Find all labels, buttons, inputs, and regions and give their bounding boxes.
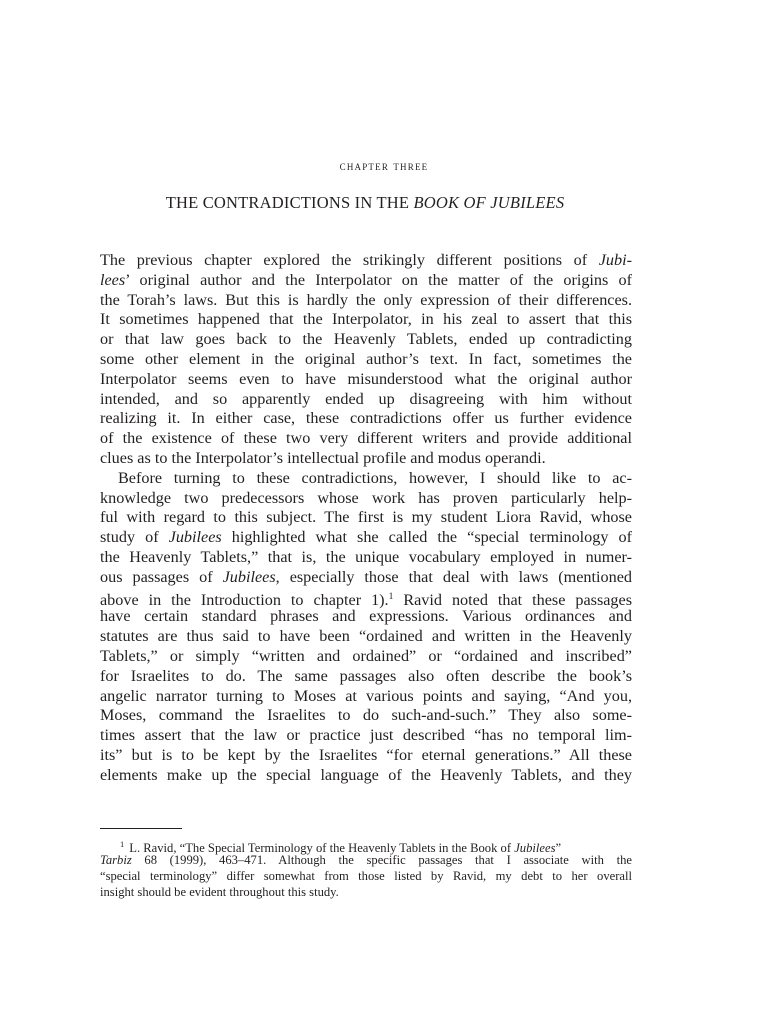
text-line: [100, 647, 632, 667]
text-run: study of: [100, 528, 169, 547]
chapter-title-italic: BOOK OF JUBILEES: [413, 193, 565, 212]
text-run: Ravid noted that these passages: [393, 590, 633, 609]
text-run: of the existence of these two very different writers and provide additional: [100, 429, 632, 448]
chapter-title: [0, 193, 730, 213]
text-run: realizing it. In either case, these contradictions offer us further evidence: [100, 409, 632, 428]
footnote-line: [100, 836, 632, 855]
text-run: times assert that the law or practice just described “has no temporal lim-: [100, 726, 632, 745]
text-line: [100, 310, 632, 330]
text-run: highlighted what she called the “special terminology of: [221, 528, 632, 547]
footnote-number: 1: [120, 839, 125, 849]
text-run: ”: [555, 841, 562, 855]
italic-run: Jubilees: [514, 841, 556, 855]
text-line: [100, 489, 632, 509]
text-run: , especially those that deal with laws (mentioned: [275, 567, 632, 586]
italic-run: Tarbiz: [100, 853, 132, 867]
text-line: [100, 330, 632, 350]
text-run: the Torah’s laws. But this is hardly the only expression of their differences.: [100, 290, 632, 309]
italic-run: Jubilees: [168, 528, 222, 547]
text-line: [100, 508, 632, 528]
text-line: [100, 350, 632, 370]
text-line: [100, 687, 632, 707]
text-run: Interpolator seems even to have misunderstood what the original author: [100, 369, 632, 388]
text-line: [100, 409, 632, 429]
text-run: its” but is to be kept by the Israelites “for eternal generations.” All these: [100, 745, 632, 764]
text-line: [100, 548, 632, 568]
italic-run: lees: [100, 270, 126, 289]
text-line: [100, 766, 632, 786]
text-line: [100, 251, 632, 271]
text-line: [100, 706, 632, 726]
text-run: L. Ravid, “The Special Terminology of the Heavenly Tablets in the Book of: [129, 841, 515, 855]
text-line: [100, 469, 632, 489]
text-run: above in the Introduction to chapter 1).: [100, 590, 389, 609]
italic-run: Jubilees: [222, 567, 276, 586]
chapter-title-prefix: THE CONTRADICTIONS IN THE: [165, 193, 414, 212]
text-run: ous passages of: [100, 567, 223, 586]
text-line: [100, 627, 632, 647]
text-run: ’ original author and the Interpolator on the matter of the origins of: [125, 270, 632, 289]
text-line: [100, 429, 632, 449]
footnote-rule: [100, 828, 182, 829]
text-run: some other element in the original author’s text. In fact, sometimes the: [100, 349, 632, 368]
text-run: Before turning to these contradictions, however, I should like to ac-: [118, 468, 632, 487]
footnote-line: [100, 884, 632, 900]
text-run: Moses, command the Israelites to do such-and-such.” They also some-: [100, 706, 632, 725]
text-line: [100, 370, 632, 390]
body-text: [100, 251, 632, 786]
chapter-label: chapter three: [339, 159, 429, 173]
text-line: [100, 607, 632, 627]
text-line: [100, 449, 632, 469]
text-line: [100, 271, 632, 291]
footnote-marker: 1: [388, 591, 394, 602]
text-run: angelic narrator turning to Moses at various points and saying, “And you,: [100, 686, 632, 705]
footnote-line: [100, 868, 632, 884]
text-run: insight should be evident throughout this study.: [100, 885, 339, 899]
text-run: Tablets,” or simply “written and ordained” or “ordained and inscribed”: [100, 646, 632, 665]
text-run: elements make up the special language of the Heavenly Tablets, and they: [100, 765, 632, 784]
text-run: The previous chapter explored the strikingly different positions of: [100, 251, 599, 269]
text-run: 68 (1999), 463–471. Although the specific passages that I associate with the: [131, 853, 632, 867]
text-line: [100, 291, 632, 311]
text-line: [100, 726, 632, 746]
text-run: statutes are thus said to have been “ordained and written in the Heavenly: [100, 627, 632, 646]
text-run: for Israelites to do. The same passages also often describe the book’s: [100, 666, 632, 685]
footnote: [100, 836, 632, 900]
text-line: [100, 568, 632, 588]
text-line: [100, 588, 632, 608]
text-run: It sometimes happened that the Interpolator, in his zeal to assert that this: [100, 310, 632, 329]
text-line: [100, 528, 632, 548]
text-run: knowledge two predecessors whose work has proven particularly help-: [100, 488, 632, 507]
text-line: [100, 746, 632, 766]
italic-run: Jubi-: [598, 251, 632, 269]
footnote-line: [100, 852, 632, 868]
text-run: ful with regard to this subject. The first is my student Liora Ravid, whose: [100, 508, 632, 527]
text-run: have certain standard phrases and expressions. Various ordinances and: [100, 607, 632, 626]
text-run: intended, and so apparently ended up disagreeing with him without: [100, 389, 632, 408]
text-run: “special terminology” differ somewhat from those listed by Ravid, my debt to her overall: [100, 869, 632, 883]
text-line: [100, 390, 632, 410]
text-line: [100, 667, 632, 687]
text-run: the Heavenly Tablets,” that is, the unique vocabulary employed in numer-: [100, 547, 632, 566]
text-run: clues as to the Interpolator’s intellectual profile and modus operandi.: [100, 448, 546, 467]
text-run: or that law goes back to the Heavenly Tablets, ended up contradicting: [100, 330, 632, 349]
